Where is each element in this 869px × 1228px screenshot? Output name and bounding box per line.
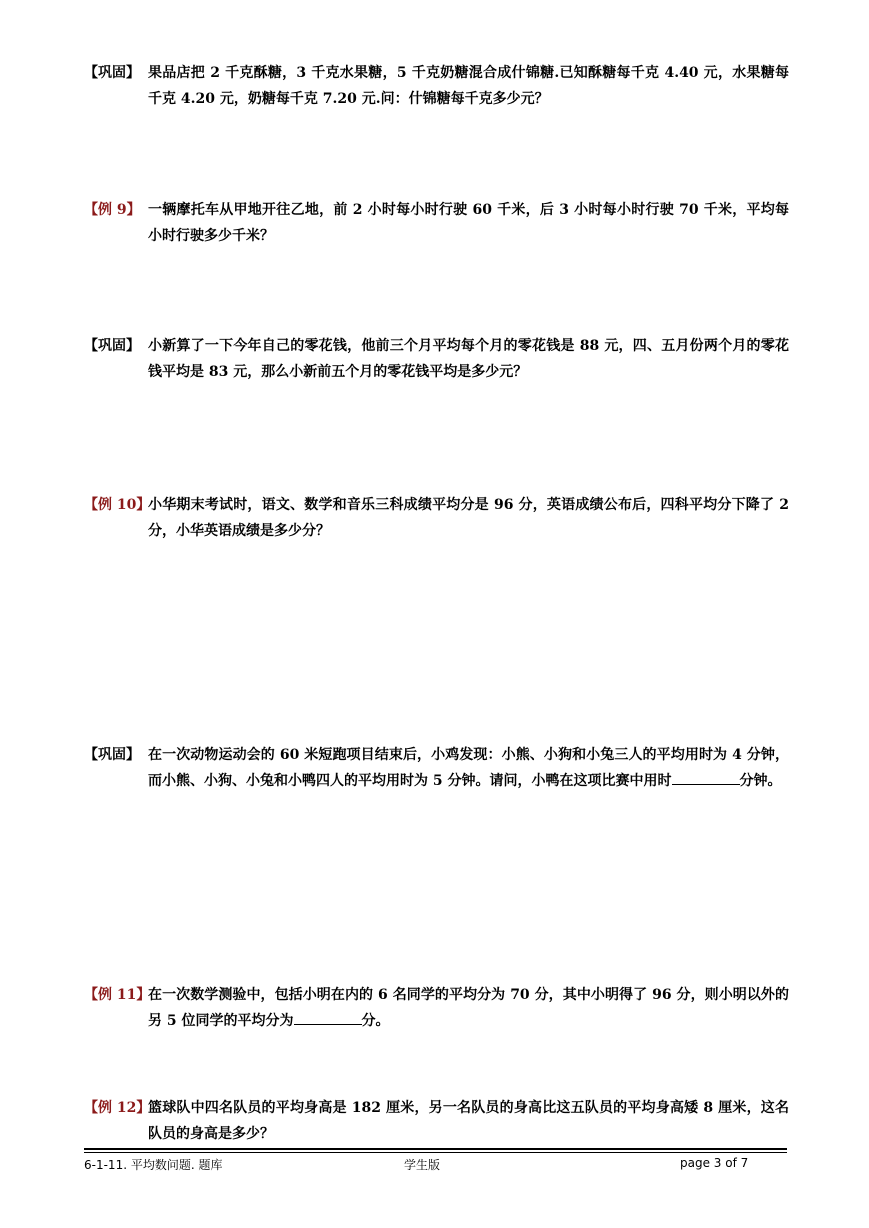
problem-text-before: 在一次动物运动会的 60 米短跑项目结束后，小鸡发现：小熊、小狗和小兔三人的平均用时为 4 分钟，而小熊、小狗、小兔和小鸭四人的平均用时为 5 分钟。请问，小鸭在这项比赛中用时 <box>148 747 789 789</box>
problem-tag: 【例 9】 <box>84 202 141 218</box>
problem-text: 小新算了一下今年自己的零花钱，他前三个月平均每个月的零花钱是 88 元，四、五月份两个月的零花钱平均是 83 元，那么小新前五个月的零花钱平均是多少元？ <box>148 338 789 380</box>
footer-center: 学生版 <box>404 1158 441 1172</box>
problem-text: 一辆摩托车从甲地开往乙地，前 2 小时每小时行驶 60 千米，后 3 小时每小时行驶 70 千米，平均每小时行驶多少千米？ <box>148 202 789 244</box>
problem-text <box>148 982 789 1034</box>
problem-tag: 【例 12】 <box>84 1100 151 1116</box>
problem-text-after: 分。 <box>361 1013 390 1029</box>
problem-practice-2 <box>84 333 789 385</box>
answer-blank[interactable] <box>294 1010 362 1025</box>
problem-practice-3 <box>84 742 789 794</box>
problem-example-12 <box>84 1095 789 1147</box>
problem-text: 篮球队中四名队员的平均身高是 182 厘米，另一名队员的身高比这五队员的平均身高矮 8 厘米，这名队员的身高是多少？ <box>148 1100 789 1142</box>
footer-divider-thin <box>84 1152 787 1153</box>
problem-practice-1 <box>84 60 789 112</box>
problem-text: 小华期末考试时，语文、数学和音乐三科成绩平均分是 96 分，英语成绩公布后，四科平均分下降了 2 分，小华英语成绩是多少分？ <box>148 497 789 539</box>
problem-text: 果品店把 2 千克酥糖，3 千克水果糖，5 千克奶糖混合成什锦糖.已知酥糖每千克 4.40 元，水果糖每千克 4.20 元，奶糖每千克 7.20 元.问：什锦糖每千克多少元？ <box>148 65 789 107</box>
problem-tag: 【例 10】 <box>84 497 151 513</box>
problem-tag: 【例 11】 <box>84 987 151 1003</box>
problem-text-after: 分钟。 <box>739 773 782 789</box>
problem-tag: 【巩固】 <box>84 747 140 763</box>
problem-text-before: 在一次数学测验中，包括小明在内的 6 名同学的平均分为 70 分，其中小明得了 96 分，则小明以外的另 5 位同学的平均分为 <box>148 987 789 1029</box>
answer-blank[interactable] <box>672 770 740 785</box>
footer-divider-thick <box>84 1148 787 1150</box>
problem-example-10 <box>84 492 789 544</box>
problem-tag: 【巩固】 <box>84 338 140 354</box>
problem-text <box>148 742 789 794</box>
footer-page-number: page 3 of 7 <box>680 1156 749 1170</box>
footer-left: 6-1-11. 平均数问题. 题库 <box>84 1158 223 1172</box>
problem-tag: 【巩固】 <box>84 65 140 81</box>
problem-example-9 <box>84 197 789 249</box>
problem-example-11 <box>84 982 789 1034</box>
